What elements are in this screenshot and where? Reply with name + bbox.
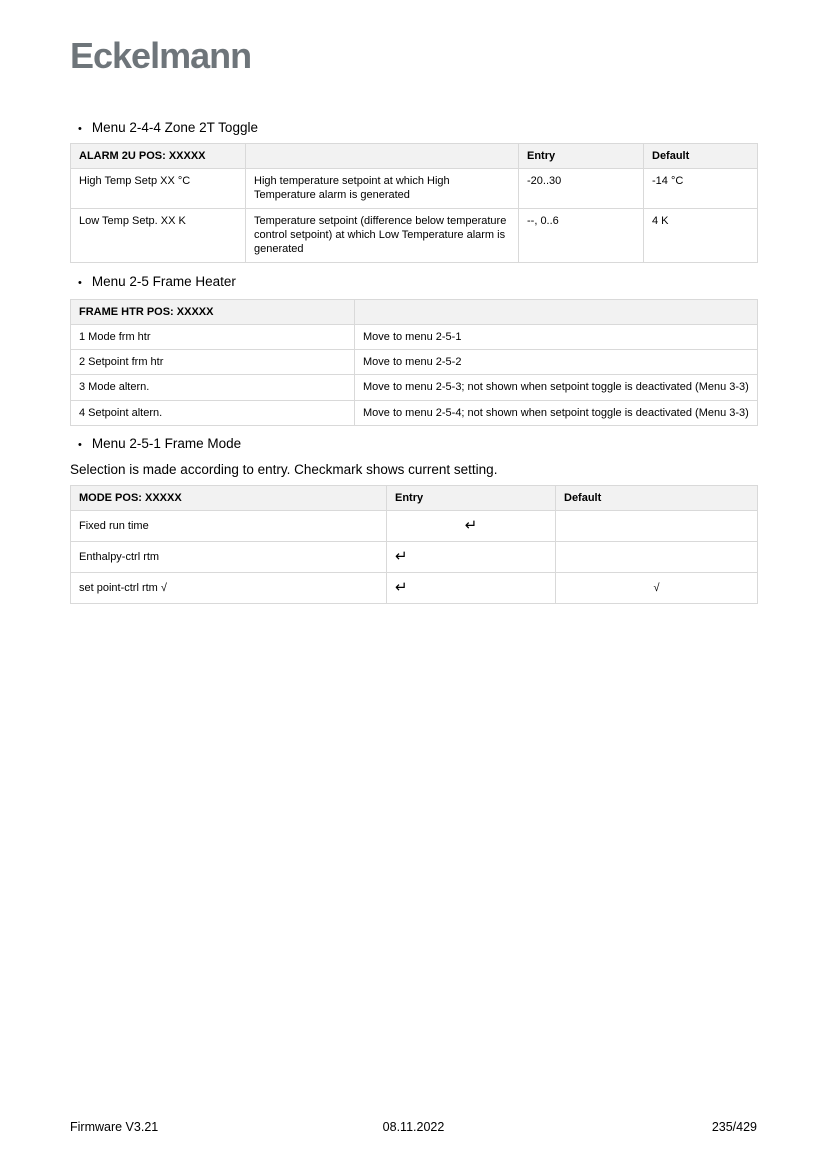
- param-default-cell: 4 K: [644, 208, 758, 262]
- table-row: [71, 324, 758, 349]
- param-entry-cell: -20..30: [519, 169, 644, 209]
- param-entry-cell: --, 0..6: [519, 208, 644, 262]
- column-header-entry: Entry: [387, 485, 556, 510]
- column-header-default: Default: [556, 485, 758, 510]
- param-description-cell: High temperature setpoint at which High Temperature alarm is generated: [246, 169, 519, 209]
- checkmark-icon: √: [653, 581, 660, 594]
- table-row: [71, 375, 758, 400]
- column-header-default: Default: [644, 143, 758, 168]
- footer-firmware-version: Firmware V3.21: [70, 1120, 159, 1134]
- menu-action-cell: Move to menu 2-5-4; not shown when setpoint toggle is deactivated (Menu 3-3): [355, 400, 758, 425]
- mode-label-cell: Fixed run time: [71, 511, 387, 542]
- table-row: [71, 350, 758, 375]
- menu-action-cell: Move to menu 2-5-3; not shown when setpoint toggle is deactivated (Menu 3-3): [355, 375, 758, 400]
- section-heading-menu-2-5-1: [70, 436, 757, 453]
- column-header-mode-pos: MODE POS: XXXXX: [71, 485, 387, 510]
- param-name-cell: High Temp Setp XX °C: [71, 169, 246, 209]
- param-default-cell: -14 °C: [644, 169, 758, 209]
- frame-heater-table: [70, 299, 758, 426]
- eckelmann-logo: Eckelmann: [70, 35, 252, 76]
- enter-key-icon: ↵: [395, 547, 408, 565]
- mode-default-cell: [556, 542, 758, 573]
- heading-text: Menu 2-4-4 Zone 2T Toggle: [91, 120, 258, 135]
- table-header-row: [71, 299, 758, 324]
- column-header-alarm-pos: ALARM 2U POS: XXXXX: [71, 143, 246, 168]
- mode-entry-cell: [387, 573, 556, 604]
- menu-action-cell: Move to menu 2-5-1: [355, 324, 758, 349]
- param-description-cell: Temperature setpoint (difference below temperature control setpoint) at which Low Temperature alarm is generated: [246, 208, 519, 262]
- footer-page-number: 235/429: [711, 1120, 757, 1134]
- table-row: [71, 542, 758, 573]
- table-row: [71, 208, 758, 262]
- frame-mode-table: [70, 485, 758, 604]
- intro-paragraph: Selection is made according to entry. Checkmark shows current setting.: [70, 461, 498, 477]
- mode-default-cell: [556, 511, 758, 542]
- menu-action-cell: Move to menu 2-5-2: [355, 350, 758, 375]
- table-row: [71, 400, 758, 425]
- column-header-description: [246, 143, 519, 168]
- column-header-frame-pos: FRAME HTR POS: XXXXX: [71, 299, 355, 324]
- bullet-icon: •: [78, 276, 82, 289]
- table-row: [71, 169, 758, 209]
- column-header-blank: [355, 299, 758, 324]
- alarm-2u-table: [70, 143, 758, 263]
- heading-text: Menu 2-5-1 Frame Mode: [91, 436, 242, 452]
- enter-key-icon: ↵: [464, 516, 478, 534]
- table-row: [71, 573, 758, 604]
- mode-default-cell: [556, 573, 758, 604]
- mode-entry-cell: [387, 511, 556, 542]
- table-header-row: [71, 143, 758, 168]
- footer-date: 08.11.2022: [382, 1120, 445, 1134]
- menu-item-cell: 3 Mode altern.: [71, 375, 355, 400]
- mode-label-cell: Enthalpy-ctrl rtm: [71, 542, 387, 573]
- section-heading-menu-2-5: [70, 274, 757, 291]
- menu-item-cell: 1 Mode frm htr: [71, 324, 355, 349]
- enter-key-icon: ↵: [395, 578, 408, 596]
- mode-entry-cell: [387, 542, 556, 573]
- section-heading-menu-2-4-4: [70, 120, 757, 137]
- mode-label-cell: set point-ctrl rtm √: [71, 573, 387, 604]
- table-header-row: [71, 485, 758, 510]
- menu-item-cell: 2 Setpoint frm htr: [71, 350, 355, 375]
- heading-text: Menu 2-5 Frame Heater: [91, 273, 236, 289]
- page-footer: [70, 1120, 757, 1134]
- param-name-cell: Low Temp Setp. XX K: [71, 208, 246, 262]
- column-header-entry: Entry: [519, 143, 644, 168]
- bullet-icon: •: [78, 439, 82, 452]
- table-row: [71, 511, 758, 542]
- bullet-icon: •: [78, 123, 82, 135]
- menu-item-cell: 4 Setpoint altern.: [71, 400, 355, 425]
